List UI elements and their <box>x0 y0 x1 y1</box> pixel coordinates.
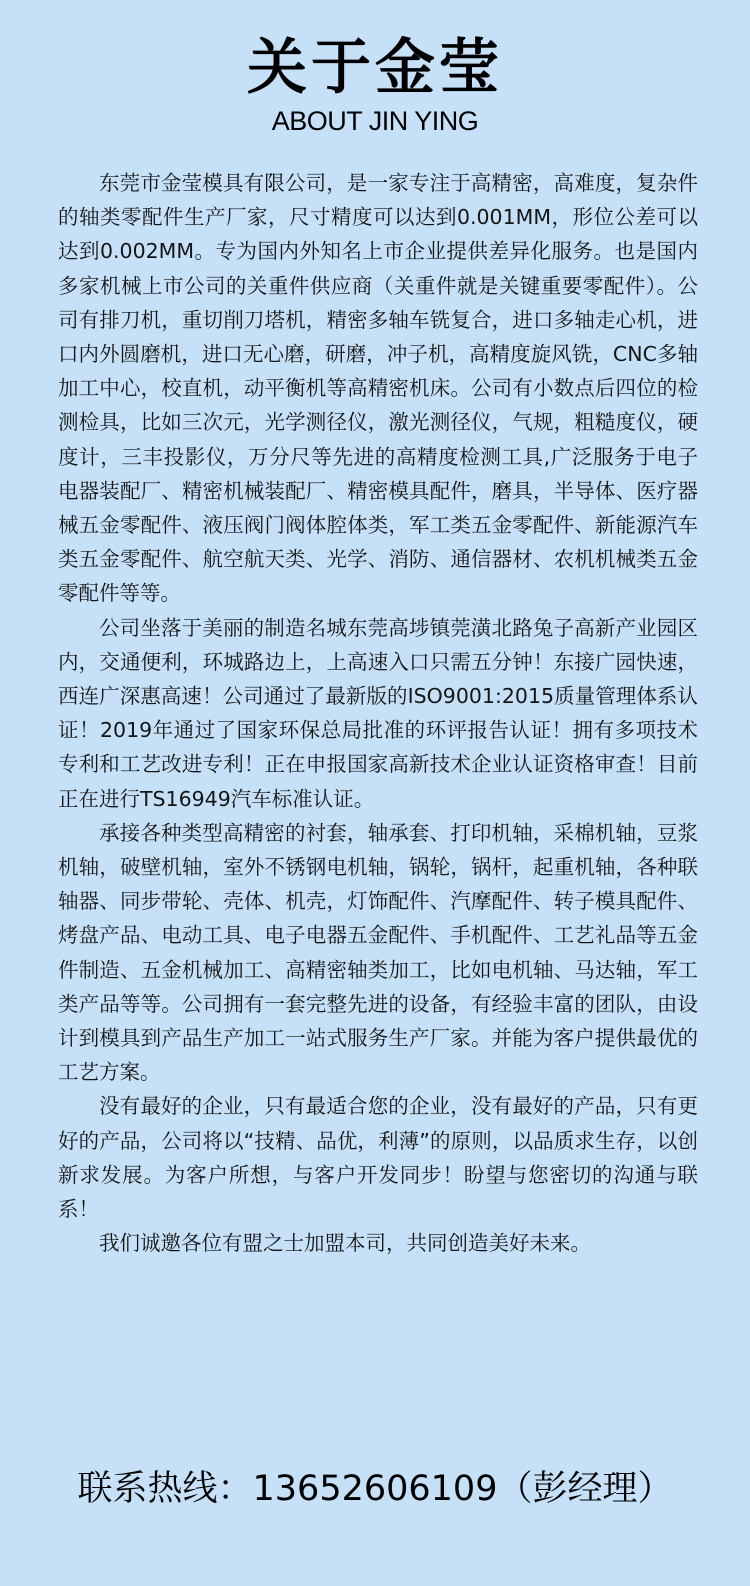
contact-hotline: 联系热线：13652606109（彭经理） <box>77 1469 673 1509</box>
company-introduction <box>58 166 698 1261</box>
intro-paragraph-5: 我们诚邀各位有盟之士加盟本司，共同创造美好未来。 <box>99 1231 591 1256</box>
intro-paragraph-1: 东莞市金莹模具有限公司，是一家专注于高精密，高难度，复杂件的轴类零配件生产厂家，尺寸精度可以达到0.001MM，形位公差可以达到0.002MM。专为国内外知名上市企业提供差异化服务。也是国内多家机械上市公司的关重件供应商（关重件就是关键重要零配件）。公司有排刀机，重切削刀塔机，精密多轴车铣复合，进口多轴走心机，进口内外圆磨机，进口无心磨，研磨，冲子机，高精度旋风铣，CNC多轴加工中心，校直机，动平衡机等高精密机床。公司有小数点后四位的检测检具，比如三次元，光学测径仪，激光测径仪，气规，粗糙度仪，硬度计，三丰投影仪，万分尺等先进的高精度检测工具,广泛服务于电子电器装配厂、精密机械装配厂、精密模具配件，磨具，半导体、医疗器械五金零配件、液压阀门阀体腔体类，军工类五金零配件、新能源汽车类五金零配件、航空航天类、光学、消防、通信器材、农机机械类五金零配件等等。 <box>58 171 698 606</box>
intro-paragraph-3: 承接各种类型高精密的衬套，轴承套、打印机轴，采棉机轴，豆浆机轴，破壁机轴，室外不锈钢电机轴，锅轮，锅杆，起重机轴，各种联轴器、同步带轮、壳体、机壳，灯饰配件、汽摩配件、转子模具配件、烤盘产品、电动工具、电子电器五金配件、手机配件、工艺礼品等五金件制造、五金机械加工、高精密轴类加工，比如电机轴、马达轴，军工类产品等等。公司拥有一套完整先进的设备，有经验丰富的团队，由设计到模具到产品生产加工一站式服务生产厂家。并能为客户提供最优的工艺方案。 <box>58 820 698 1085</box>
page-title: 关于金莹 <box>247 33 503 103</box>
intro-paragraph-2: 公司坐落于美丽的制造名城东莞高埗镇莞潢北路兔子高新产业园区内，交通便利，环城路边上，上高速入口只需五分钟！东接广园快速，西连广深惠高速！公司通过了最新版的ISO9001:2015质量管理体系认证！2019年通过了国家环保总局批准的环评报告认证！拥有多项技术专利和工艺改进专利！正在申报国家高新技术企业认证资格审查！目前正在进行TS16949汽车标准认证。 <box>58 615 698 811</box>
intro-paragraph-4: 没有最好的企业，只有最适合您的企业，没有最好的产品，只有更好的产品，公司将以“技精、品优，利薄”的原则，以品质求生存，以创新求发展。为客户所想，与客户开发同步！盼望与您密切的沟通与联系！ <box>58 1094 698 1222</box>
page-subtitle: ABOUT JIN YING <box>271 106 479 136</box>
